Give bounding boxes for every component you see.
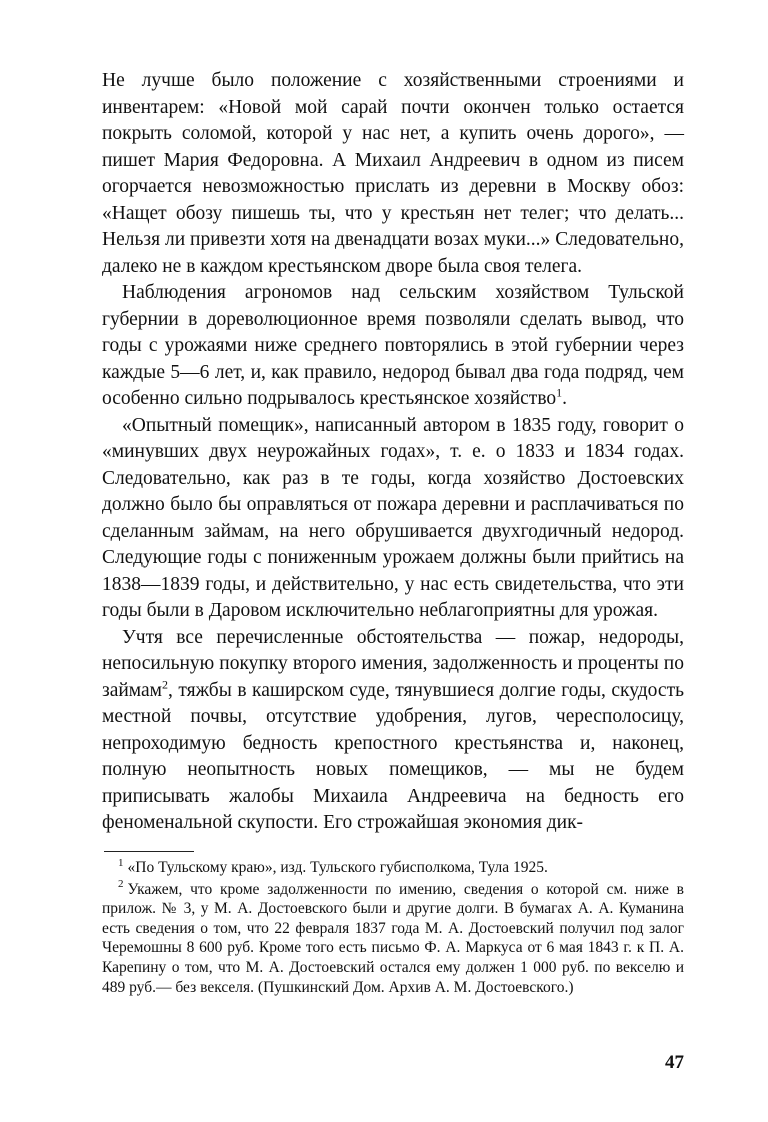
footnote-ref-2: 2 [162,677,168,691]
footnotes [102,858,684,997]
footnote-2-text: Укажем, что кроме задолженности по имению, сведения о которой см. ниже в прилож. № 3, у М. А. Достоевского были и другие долги. В бумагах А. А. Куманина есть сведения о том, что 22 февраля 1837 года М. А. Достоевский получил под залог Черемошны 8 600 руб. Кроме того есть письмо Ф. А. Маркуса от 6 мая 1843 г. к П. А. Карепину о том, что М. А. Достоевский остался ему должен 1 000 руб. по векселю и 489 руб.— без векселя. (Пушкинский Дом. Архив А. М. Достоевского.) [102,880,684,996]
paragraph-2: Наблюдения агрономов над сельским хозяйством Тульской губернии в дореволюционное время позволяли сделать вывод, что годы с урожаями ниже среднего повторялись в этой губернии через каждые 5—6 лет, и, как правило, недород бывал два года подряд, чем особенно сильно подрывалось крестьянское хозяйство$^1$. [102,282,684,409]
footnote-2 [102,880,684,998]
footnote-2-mark: 2 [118,878,124,891]
footnote-1-text: «По Тульскому краю», изд. Тульского губисполкома, Тула 1925. [127,859,548,876]
paragraph-2-text: Наблюдения агрономов над сельским хозяйством Тульской губернии в дореволюционное время позволяли сделать вывод, что годы с урожаями ниже среднего повторялись в этой губернии через каждые 5—6 лет, и, как правило, недород бывал два года подряд, чем особенно сильно подрывалось крестьянское хозяйство [102,282,684,409]
paragraph-4-text-a: Учтя все перечисленные обстоятельства — пожар, недороды, непосильную покупку второго имения, задолженность и проценты по займам [102,626,684,701]
footnote-1-mark: 1 [118,856,124,869]
main-text [102,68,684,837]
paragraph-3: «Опытный помещик», написанный автором в 1835 году, говорит о «минувших двух неурожайных годах», т. е. о 1833 и 1834 годах. Следовательно, как раз в те годы, когда хозяйство Достоевских должно было бы оправляться от пожара деревни и расплачиваться по сделанным займам, на него обрушивается двухгодичный недород. Следующие годы с пониженным урожаем должны были прийтись на 1838—1839 годы, и действительно, у нас есть свидетельства, что эти годы были в Даровом исключительно неблагоприятны для урожая. [102,414,684,621]
paragraph-4-text-b: , тяжбы в каширском суде, тянувшиеся долгие годы, скудость местной почвы, отсутствие удобрения, лугов, чересполосицу, непроходимую бедность крепостного крестьянства и, наконец, полную неопытность новых помещиков, — мы не будем приписывать жалобы Михаила Андреевича на бедность его феноменальной скупости. Его строжайшая экономия дик- [102,679,684,833]
paragraph-4 [102,625,684,837]
footnote-rule [104,851,194,852]
footnote-ref-1: 1 [556,385,563,400]
page-number: 47 [665,1052,684,1073]
footnote-1 [102,858,684,878]
paragraph-1: Не лучше было положение с хозяйственными строениями и инвентарем: «Новой мой сарай почти окончен только остается покрыть соломой, которой у нас нет, а купить очень дорого», — пишет Мария Федоровна. А Михаил Андреевич в одном из писем огорчается невозможностью прислать из деревни в Москву обоз: «Нащет обозу пишешь ты, что у крестьян нет телег; что делать... Нельзя ли привезти хотя на двенадцати возах муки...» Следовательно, далеко не в каждом крестьянском дворе была своя телега. [102,70,684,277]
